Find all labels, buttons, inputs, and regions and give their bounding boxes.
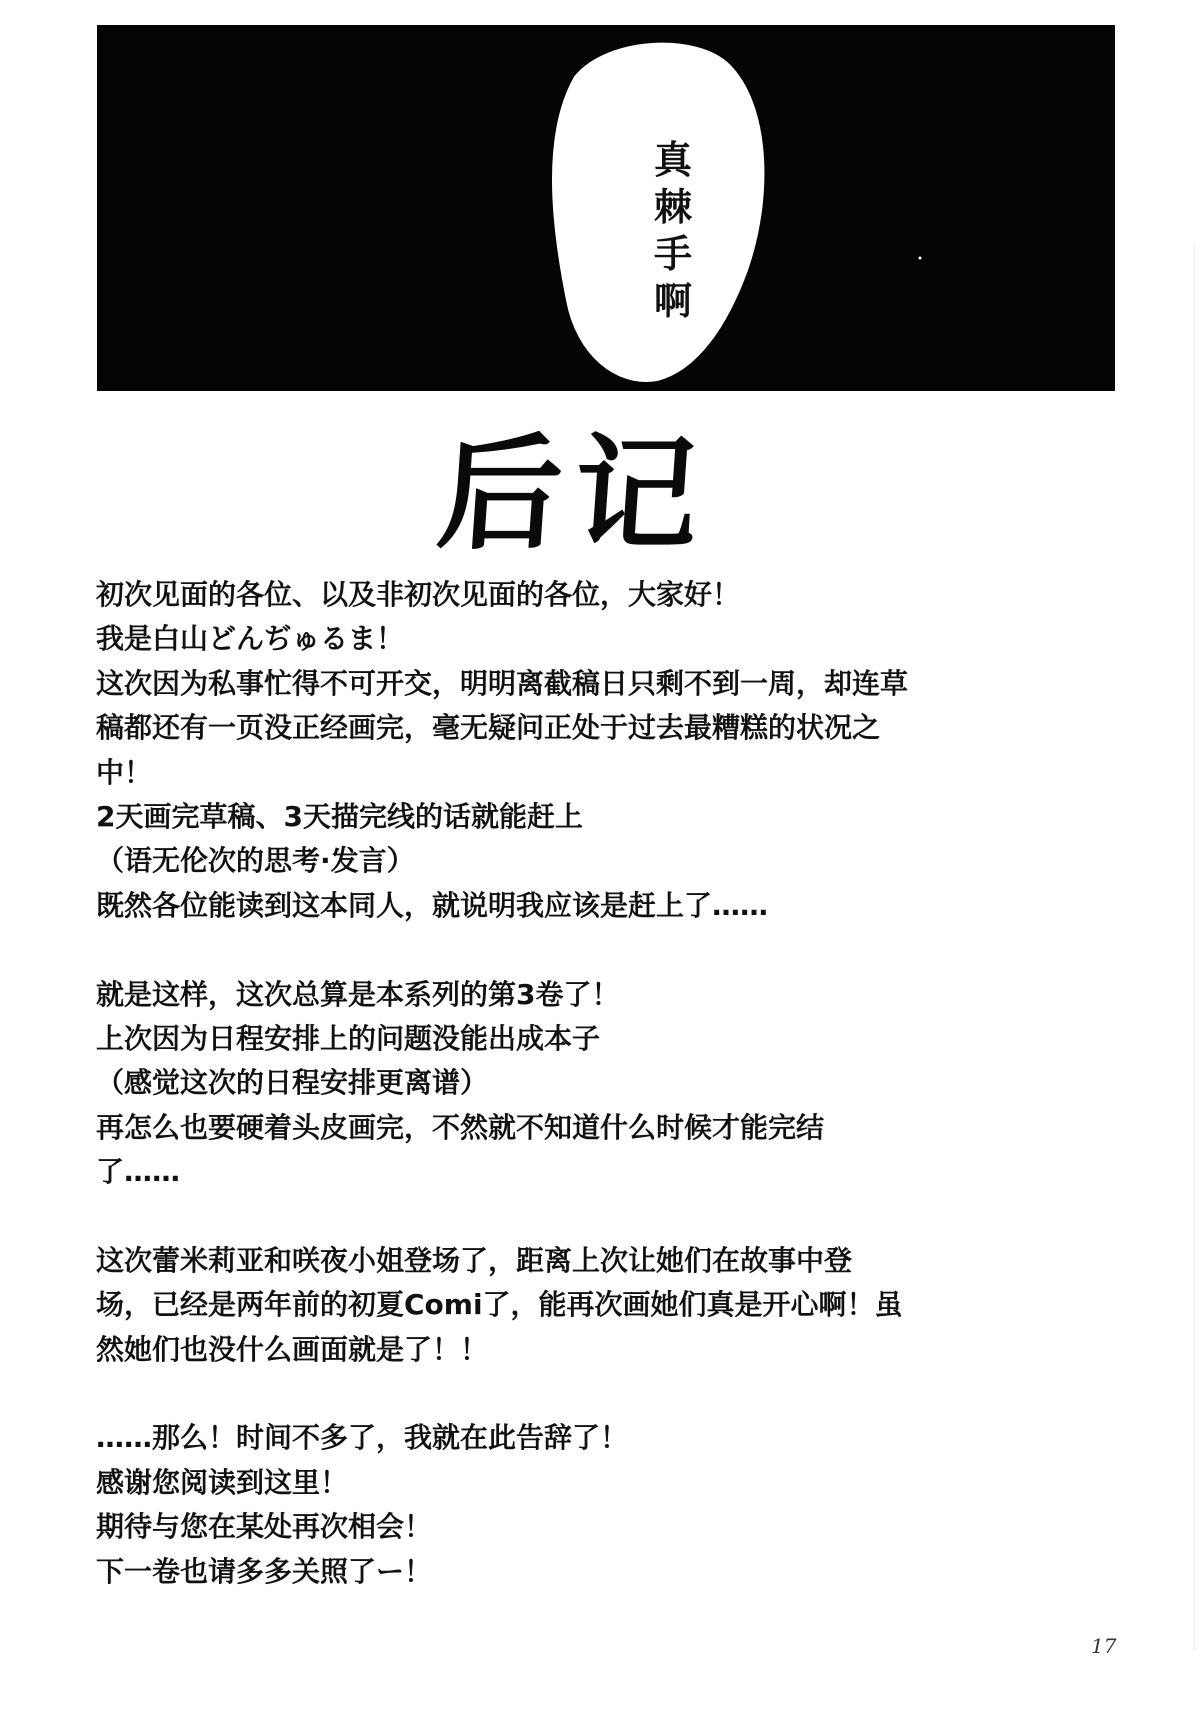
text-line: 这次蕾米莉亚和咲夜小姐登场了，距离上次让她们在故事中登 bbox=[96, 1243, 853, 1277]
speech-bubble bbox=[97, 25, 1115, 391]
text-line: 初次见面的各位、以及非初次见面的各位，大家好！ bbox=[96, 578, 741, 611]
text-line: 我是白山どんぢゅるま！ bbox=[96, 622, 405, 656]
paragraph-gap bbox=[96, 928, 1021, 972]
text-line: 了…… bbox=[96, 1155, 181, 1189]
text-line: 然她们也没什么画面就是了！！ bbox=[96, 1332, 489, 1366]
text-line: 这次因为私事忙得不可开交，明明离截稿日只剩不到一周，却连草 bbox=[96, 666, 909, 700]
text-line: 上次因为日程安排上的问题没能出成本子 bbox=[96, 1021, 601, 1055]
text-line: 场，已经是两年前的初夏Comi了，能再次画她们真是开心啊！虽 bbox=[96, 1288, 903, 1322]
afterword-text bbox=[96, 573, 1021, 1594]
manga-panel bbox=[97, 25, 1115, 391]
text-line: 稿都还有一页没正经画完，毫无疑问正处于过去最糟糕的状况之 bbox=[96, 711, 881, 745]
bubble-text: 真棘手啊 bbox=[653, 138, 692, 323]
page-title: 后记 bbox=[432, 422, 716, 567]
scan-edge-line bbox=[1194, 245, 1195, 1650]
text-line: 再怎么也要硬着头皮画完，不然就不知道什么时候才能完结 bbox=[96, 1110, 825, 1144]
text-line: 既然各位能读到这本同人，就说明我应该是赶上了…… bbox=[96, 888, 769, 922]
text-line: 中！ bbox=[96, 755, 153, 789]
paragraph-gap bbox=[96, 1194, 1021, 1238]
text-line: （感觉这次的日程安排更离谱） bbox=[96, 1066, 489, 1100]
text-line: 2天画完草稿、3天描完线的话就能赶上 bbox=[96, 799, 583, 833]
paragraph-gap bbox=[96, 1372, 1021, 1416]
text-line: 就是这样，这次总算是本系列的第3卷了！ bbox=[96, 977, 620, 1011]
page-number: 17 bbox=[1091, 1634, 1117, 1658]
text-line: 感谢您阅读到这里！ bbox=[96, 1465, 349, 1499]
text-line: 下一卷也请多多关照了ー！ bbox=[96, 1554, 433, 1588]
text-line: 期待与您在某处再次相会！ bbox=[96, 1510, 433, 1544]
text-line: （语无伦次的思考·发言） bbox=[96, 844, 415, 878]
text-line: ……那么！时间不多了，我就在此告辞了！ bbox=[96, 1421, 629, 1455]
